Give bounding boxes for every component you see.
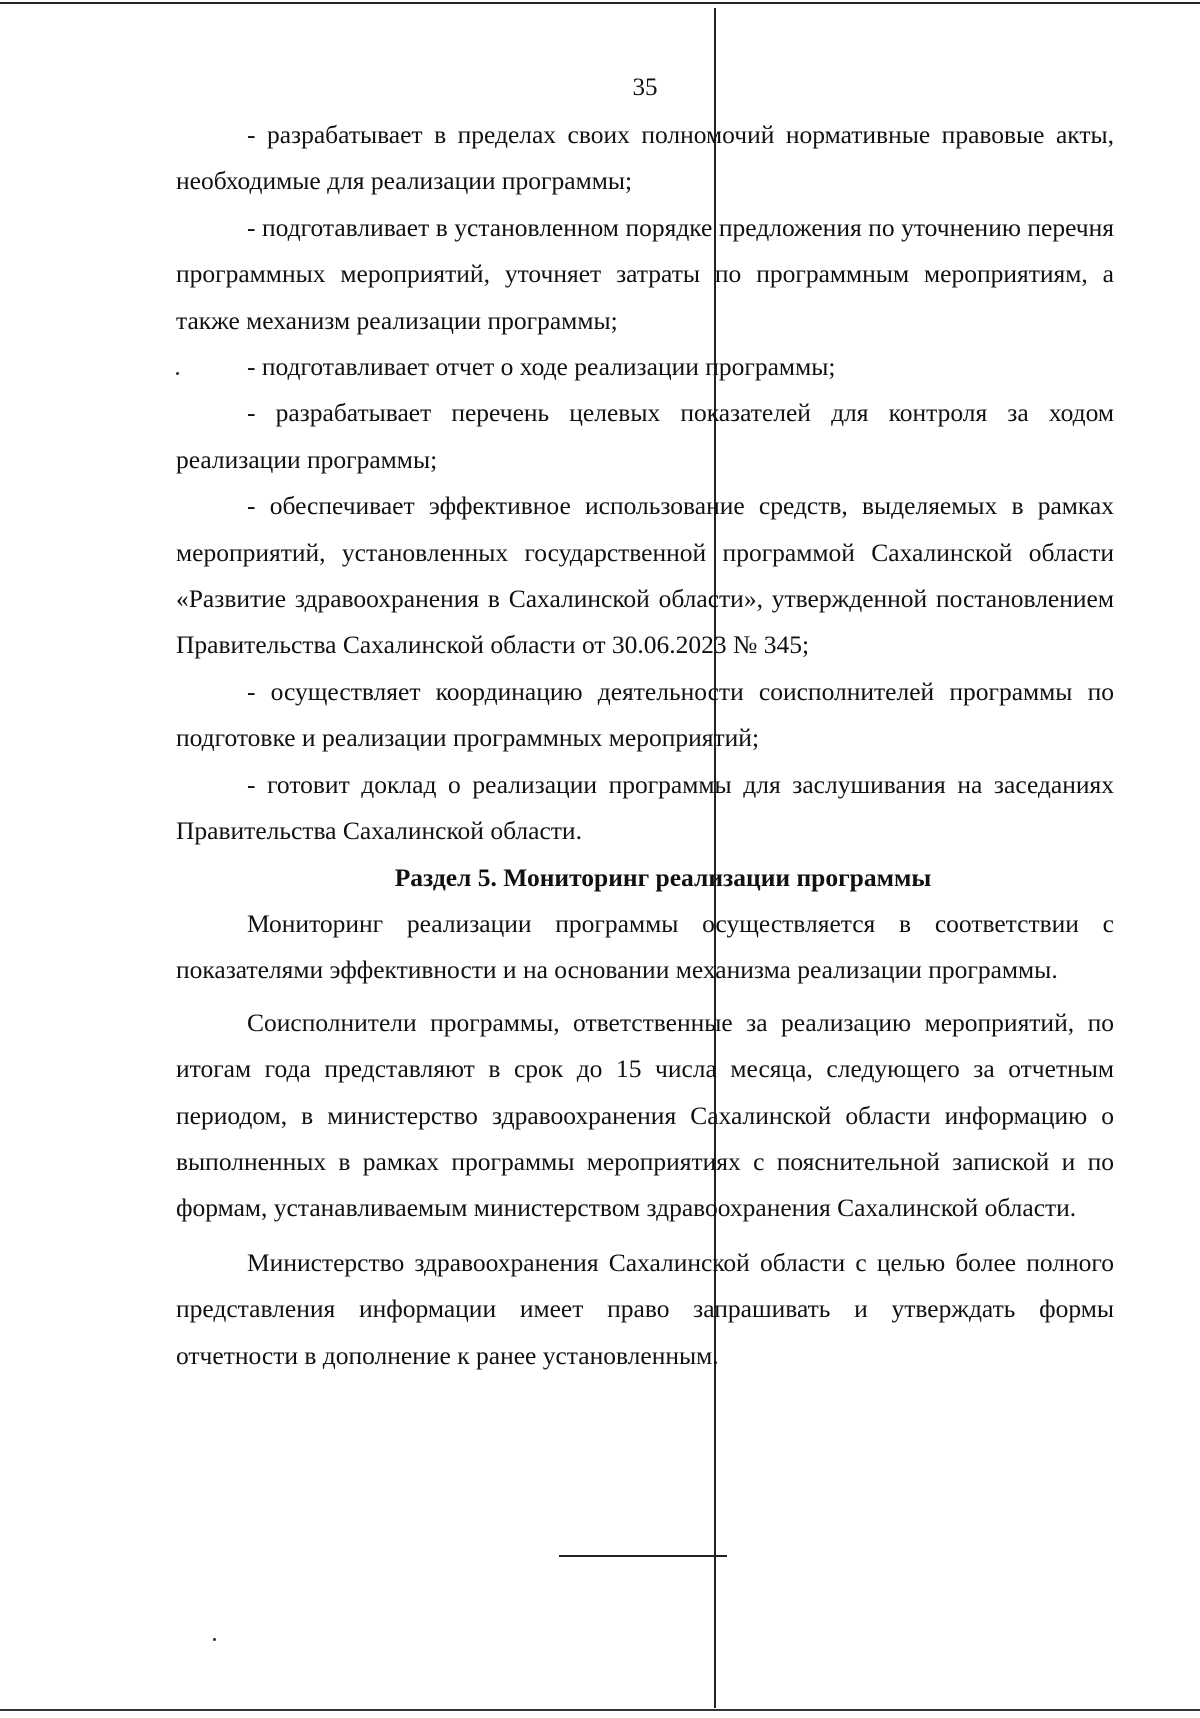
list-item: - осуществляет координацию деятельности соисполнителей программы по подготовке и реализации программных мероприятий; — [176, 676, 1114, 753]
section-heading: Раздел 5. Мониторинг реализации программы — [394, 862, 932, 892]
list-item: - подготавливает отчет о ходе реализации программы; — [247, 352, 836, 382]
list-item: - разрабатывает в пределах своих полномочий нормативные правовые акты, необходимые для реализации программы; — [176, 120, 1114, 196]
body-paragraph: Министерство здравоохранения Сахалинской области с целью более полного представления информации имеет право запрашивать и утверждать формы отчетности в дополнение к ранее установленным. — [176, 1247, 1114, 1370]
page-number: 35 — [632, 74, 658, 101]
scan-speck — [213, 1638, 216, 1641]
end-of-text-rule — [559, 1555, 727, 1557]
scan-top-border — [0, 2, 1200, 4]
list-item: - готовит доклад о реализации программы для заслушивания на заседаниях Правительства Сахалинской области. — [176, 769, 1114, 846]
document-body — [176, 112, 1114, 1379]
body-paragraph: Мониторинг реализации программы осуществляется в соответствии с показателями эффективности и на основании механизма реализации программы. — [176, 908, 1114, 985]
scan-bottom-border — [0, 1709, 1200, 1711]
list-item: - разрабатывает перечень целевых показателей для контроля за ходом реализации программы; — [176, 398, 1114, 474]
body-paragraph: Соисполнители программы, ответственные за реализацию мероприятий, по итогам года представляют в срок до 15 числа месяца, следующего за отчетным периодом, в министерство здравоохранения Сахалинской области информацию о выполненных в рамках программы мероприятиях с пояснительной запиской и по формам, устанавливаемым министерством здравоохранения Сахалинской области. — [176, 1007, 1114, 1223]
scan-speck — [176, 372, 179, 375]
list-item: - обеспечивает эффективное использование средств, выделяемых в рамках мероприятий, установленных государственной программой Сахалинской области «Развитие здравоохранения в Сахалинской области», утвержденной постановлением Правительства Сахалинской области от 30.06.2023 № 345; — [176, 491, 1114, 660]
list-item: - подготавливает в установленном порядке предложения по уточнению перечня программных мероприятий, уточняет затраты по программным мероприятиям, а также механизм реализации программы; — [176, 212, 1114, 335]
